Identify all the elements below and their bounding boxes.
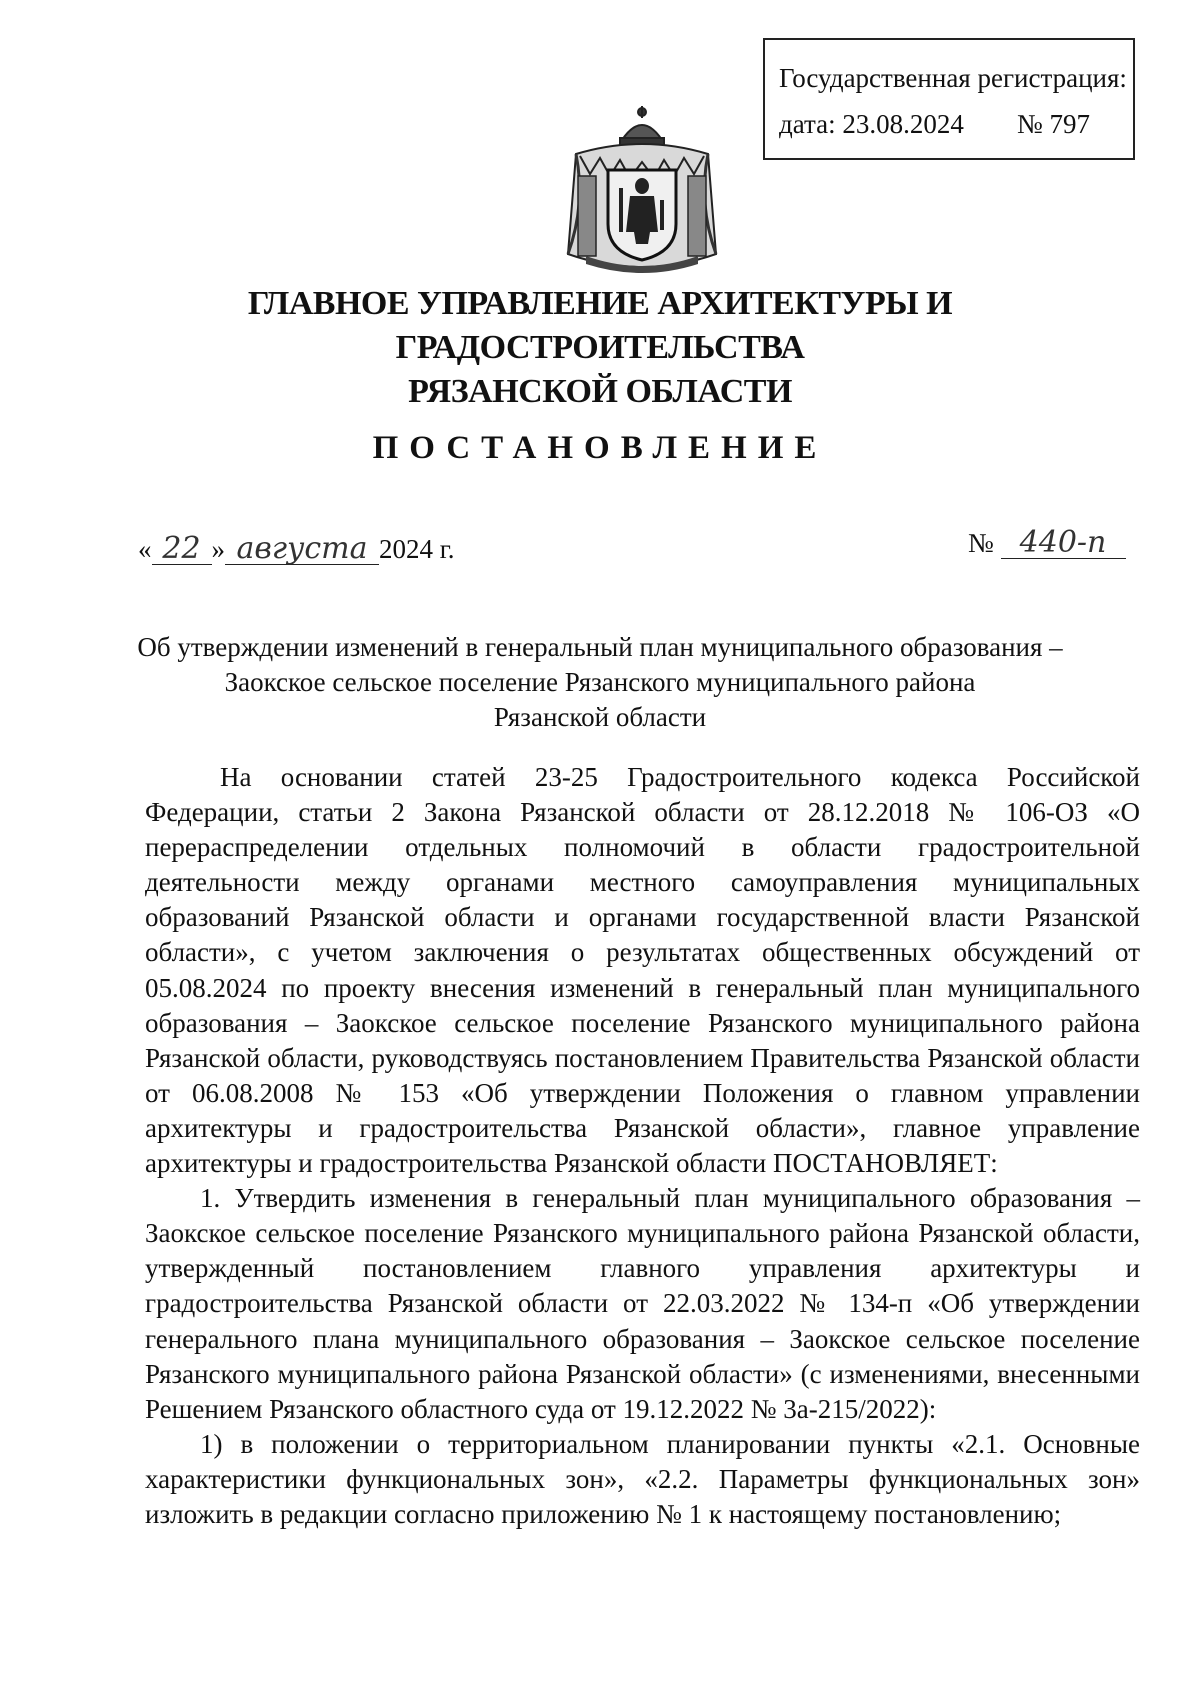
body-item-1: 1. Утвердить изменения в генеральный план муниципального образования – Заокское сельское поселение Рязанского муниципального района Рязанской области, утвержденный постановлением главного управления архитектуры и градостроительства Рязанской области от 22.03.2022 № 134-п «Об утверждении генерального плана муниципального образования – Заокское сельское поселение Рязанского муниципального района Рязанской области» (с изменениями, внесенными Решением Рязанского областного суда от 19.12.2022 № 3а-215/2022):	[145, 1183, 1140, 1424]
registration-stamp	[763, 38, 1135, 160]
date-year: 2024 г.	[379, 534, 455, 564]
organization-title-line2: РЯЗАНСКОЙ ОБЛАСТИ	[408, 373, 792, 410]
subject-line3: Рязанской области	[493, 702, 707, 732]
subject-line1: Об утверждении изменений в генеральный план муниципального образования –	[137, 632, 1063, 662]
organization-title	[100, 282, 1100, 414]
registration-date: дата: 23.08.2024	[779, 109, 964, 139]
number-prefix: №	[968, 528, 994, 558]
date-close-quote: »	[211, 534, 225, 564]
document-subject	[130, 630, 1070, 735]
registration-title: Государственная регистрация:	[779, 63, 1127, 93]
date-open-quote: «	[138, 534, 152, 564]
ryazan-coat-of-arms-icon	[556, 104, 728, 282]
document-date	[138, 531, 455, 566]
date-month-handwritten: августа	[225, 534, 379, 565]
registration-number: № 797	[1017, 109, 1091, 139]
body-preamble: На основании статей 23-25 Градостроительного кодекса Российской Федерации, статьи 2 Закона Рязанской области от 28.12.2018 № 106-ОЗ «О перераспределении отдельных полномочий в области градостроительной деятельности между органами местного самоуправления муниципальных образований Рязанской области и органами государственной власти Рязанской области», с учетом заключения о результатах общественных обсуждений от 05.08.2024 по проекту внесения изменений в генеральный план муниципального образования – Заокское сельское поселение Рязанского муниципального района Рязанской области, руководствуясь постановлением Правительства Рязанской области от 06.08.2008 № 153 «Об утверждении Положения о главном управлении архитектуры и градостроительства Рязанской области», главное управление архитектуры и градостроительства Рязанской области ПОСТАНОВЛЯЕТ:	[145, 762, 1140, 1179]
date-day-handwritten: 22	[152, 534, 212, 565]
subject-line2: Заокское сельское поселение Рязанского муниципального района	[224, 667, 976, 697]
body-subitem-1: 1) в положении о территориальном планировании пункты «2.1. Основные характеристики функциональных зон», «2.2. Параметры функциональных зон» изложить в редакции согласно приложению № 1 к настоящему постановлению;	[145, 1428, 1140, 1529]
document-type: ПОСТАНОВЛЕНИЕ	[372, 430, 828, 466]
document-number	[968, 525, 1126, 560]
document-body	[145, 760, 1140, 1532]
number-value-handwritten: 440-п	[1001, 528, 1126, 559]
organization-title-line1: ГЛАВНОЕ УПРАВЛЕНИЕ АРХИТЕКТУРЫ И ГРАДОСТРОИТЕЛЬСТВА	[247, 285, 953, 366]
